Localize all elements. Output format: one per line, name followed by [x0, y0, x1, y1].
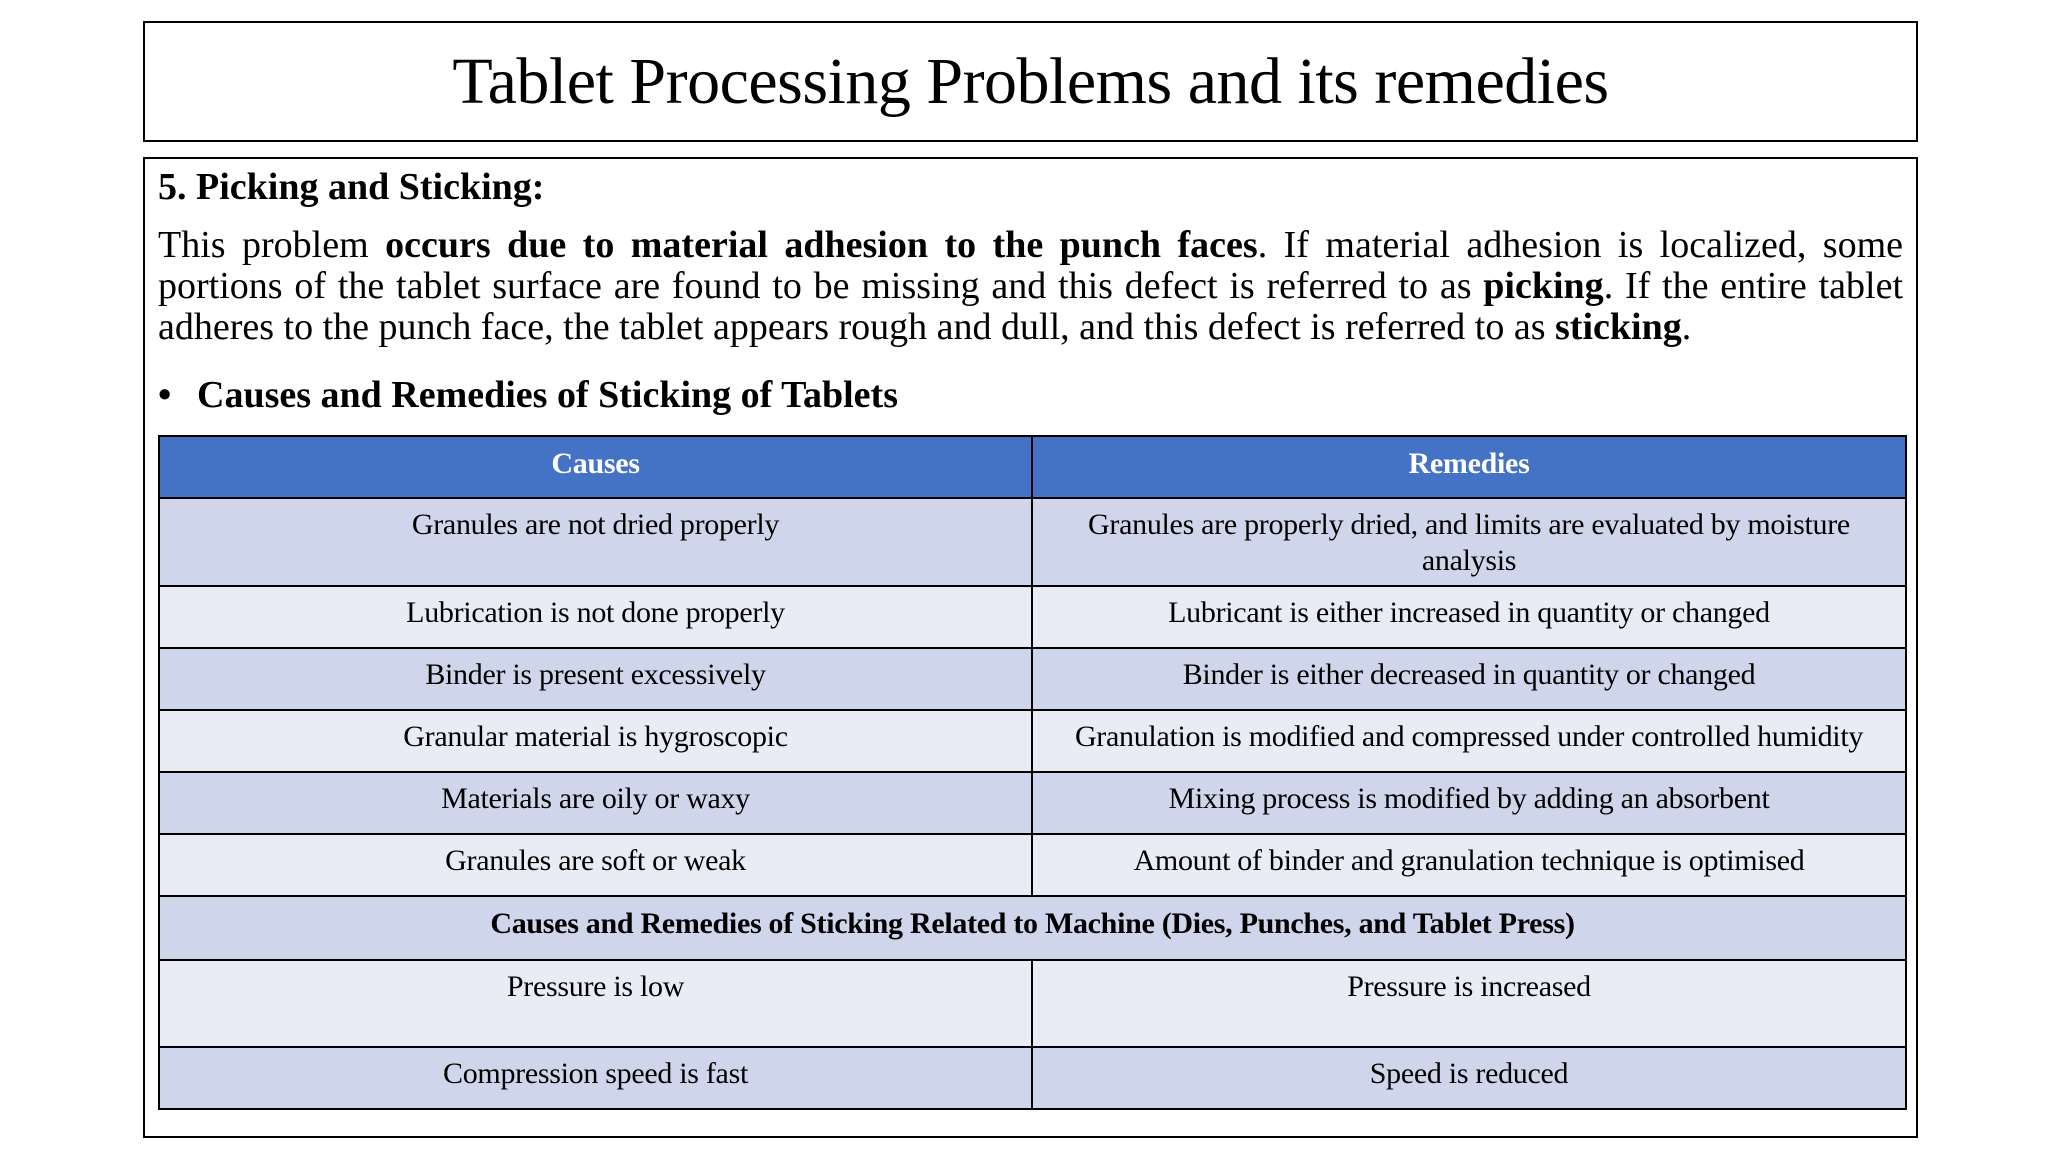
slide-title: Tablet Processing Problems and its remedies — [452, 44, 1609, 118]
intro-text-3: . If the entire tablet adheres to the punch face, the tablet appears rough and dull, and this defect is referred to as — [158, 265, 1903, 348]
intro-paragraph — [158, 225, 1903, 348]
remedy-cell: Lubricant is either increased in quantity or changed — [1032, 586, 1906, 648]
remedy-cell: Granules are properly dried, and limits are evaluated by moisture analysis — [1032, 498, 1906, 586]
table-row — [159, 772, 1906, 834]
bullet-icon: • — [158, 374, 172, 416]
table-row — [159, 710, 1906, 772]
causes-remedies-table — [158, 435, 1907, 1110]
table-row — [159, 960, 1906, 1047]
remedy-cell: Mixing process is modified by adding an absorbent — [1032, 772, 1906, 834]
header-causes: Causes — [159, 436, 1032, 498]
cause-cell: Granular material is hygroscopic — [159, 710, 1032, 772]
remedy-cell: Speed is reduced — [1032, 1047, 1906, 1109]
cause-cell: Pressure is low — [159, 960, 1032, 1047]
intro-text-4: . — [1681, 306, 1692, 348]
sub-heading-text: Causes and Remedies of Sticking of Tablets — [197, 374, 898, 416]
table-row — [159, 1047, 1906, 1109]
cause-cell: Granules are soft or weak — [159, 834, 1032, 896]
section-heading: 5. Picking and Sticking: — [158, 166, 545, 208]
intro-bold-sticking: sticking — [1555, 306, 1682, 348]
remedy-cell: Binder is either decreased in quantity or changed — [1032, 648, 1906, 710]
header-remedies: Remedies — [1032, 436, 1906, 498]
machine-section-title: Causes and Remedies of Sticking Related to Machine (Dies, Punches, and Tablet Press) — [159, 896, 1906, 960]
table-row — [159, 586, 1906, 648]
intro-text-2: . If material adhesion is localized, some portions of the tablet surface are found to be missing and this defect is referred to as — [158, 224, 1903, 307]
intro-bold-picking: picking — [1483, 265, 1604, 307]
table-header-row — [159, 436, 1906, 498]
title-box — [143, 21, 1918, 142]
table-row — [159, 498, 1906, 586]
content-box — [143, 157, 1918, 1138]
intro-bold-adhesion: occurs due to material adhesion to the punch faces — [385, 224, 1258, 266]
cause-cell: Granules are not dried properly — [159, 498, 1032, 586]
cause-cell: Lubrication is not done properly — [159, 586, 1032, 648]
remedy-cell: Amount of binder and granulation technique is optimised — [1032, 834, 1906, 896]
sub-heading — [158, 373, 898, 419]
cause-cell: Binder is present excessively — [159, 648, 1032, 710]
table-row — [159, 834, 1906, 896]
table-row — [159, 648, 1906, 710]
remedy-cell: Granulation is modified and compressed under controlled humidity — [1032, 710, 1906, 772]
machine-section-row — [159, 896, 1906, 960]
cause-cell: Materials are oily or waxy — [159, 772, 1032, 834]
cause-cell: Compression speed is fast — [159, 1047, 1032, 1109]
remedy-cell: Pressure is increased — [1032, 960, 1906, 1047]
intro-text-1: This problem — [158, 224, 386, 266]
